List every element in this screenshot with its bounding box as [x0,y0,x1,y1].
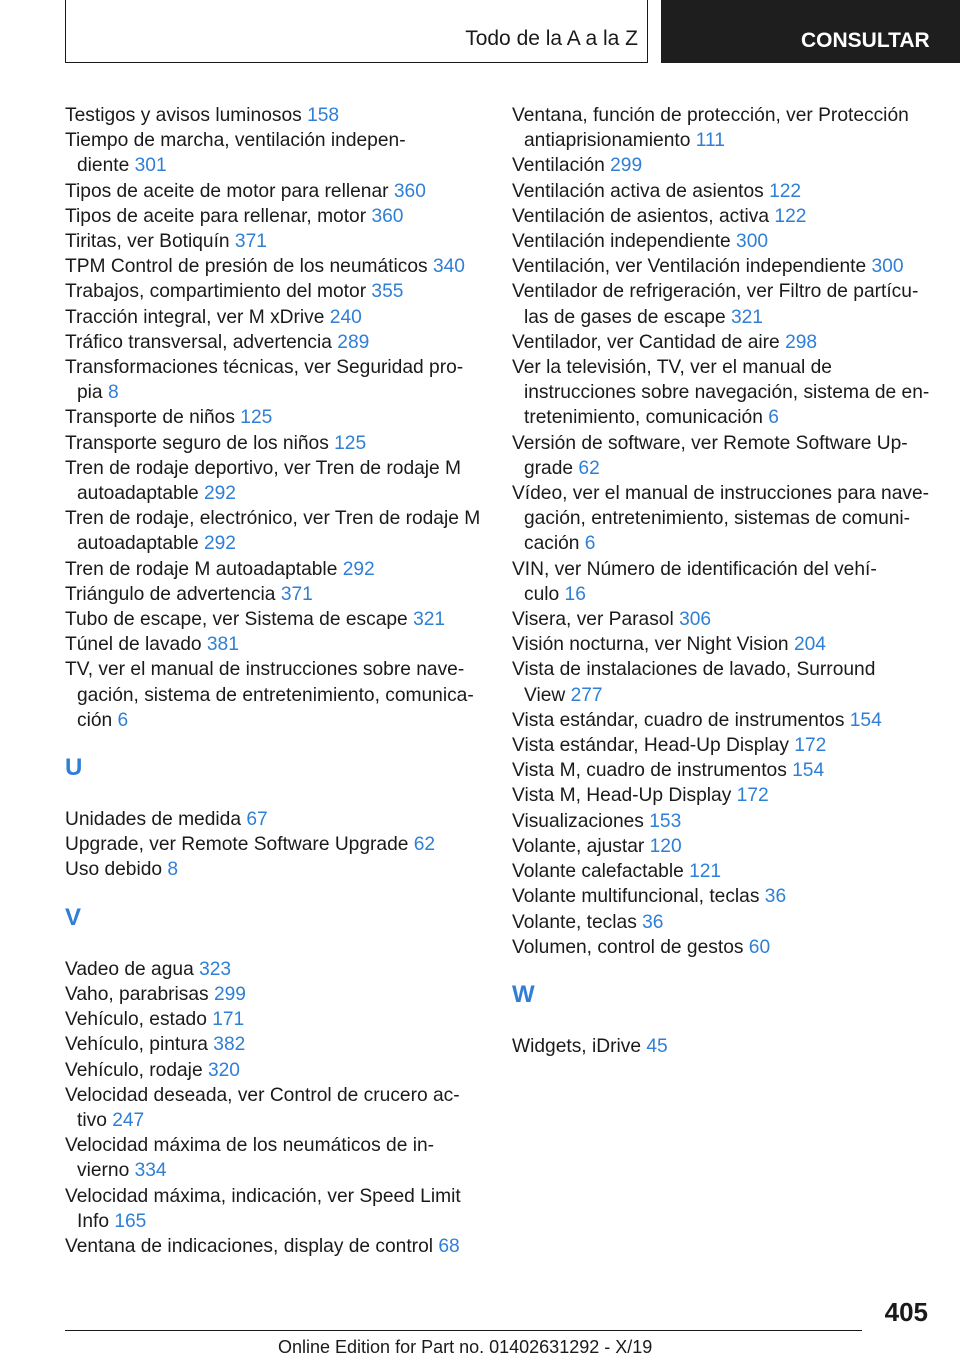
index-entry-text: Vista estándar, cuadro de instrumentos [512,709,850,731]
index-entry-text: Ventana de indicaciones, display de control [65,1235,439,1257]
index-entry [65,1058,485,1083]
page-reference-link[interactable]: 321 [413,609,446,631]
page-reference-link[interactable]: 172 [794,735,827,757]
index-entry [512,229,930,254]
page-reference-link[interactable]: 355 [371,281,404,303]
page-reference-link[interactable]: 8 [167,859,179,881]
index-entry [65,807,485,832]
index-entry-text: Ventilación, ver Ventilación independiente [512,256,872,278]
index-entry-text: Testigos y avisos luminosos [65,105,308,126]
index-entry [512,910,930,935]
index-entry-text: Ventilación independiente [512,231,737,253]
index-entry [512,758,930,783]
page-reference-link[interactable]: 125 [334,432,367,454]
index-entry [65,632,485,657]
index-entry [512,783,930,808]
index-entry [65,179,485,204]
page-reference-link[interactable]: 371 [280,583,313,605]
index-entry [65,279,485,304]
page-reference-link[interactable]: 158 [307,105,340,126]
index-entry-text: Ver la televisión, TV, ver el manual de instrucciones sobre navegación, sistema de en- tretenimiento, comunicación [512,357,930,429]
page-reference-link[interactable]: 122 [769,180,802,202]
page-reference-link[interactable]: 6 [584,533,596,555]
index-entry-text: Transporte seguro de los niños [65,432,335,454]
footer-edition: Online Edition for Part no. 01402631292 - X/19 [278,1337,653,1357]
index-entry [512,557,930,607]
page-reference-link[interactable]: 300 [736,231,769,253]
index-entry-text: TPM Control de presión de los neumáticos [65,256,433,278]
page-reference-link[interactable]: 67 [246,809,268,831]
index-entry [65,229,485,254]
index-entry [65,557,485,582]
page-reference-link[interactable]: 121 [689,861,722,883]
page-reference-link[interactable]: 153 [649,810,682,832]
section-title: Todo de la A a la Z [465,27,638,50]
section-letter: W [512,980,535,1008]
index-entry [512,657,930,707]
index-entry-text: Ventilador de refrigeración, ver Filtro de partícu- las de gases de escape [512,281,919,328]
index-entry [65,128,485,178]
index-entry-text: Tren de rodaje deportivo, ver Tren de rodaje M autoadaptable [65,457,462,505]
index-entry [512,733,930,758]
index-entry [512,204,930,229]
page-reference-link[interactable]: 371 [234,231,267,253]
page-reference-link[interactable]: 45 [646,1035,668,1057]
index-entry [512,632,930,657]
index-entry [65,506,485,556]
index-entry-text: Tiritas, ver Botiquín [65,231,235,253]
index-entry [65,330,485,355]
page-reference-link[interactable]: 381 [206,634,239,656]
page-reference-link[interactable]: 16 [564,583,586,605]
index-entry [512,834,930,859]
page-reference-link[interactable]: 321 [730,306,763,328]
index-entry-text: Tren de rodaje M autoadaptable [65,558,343,580]
index-entry-text: Velocidad deseada, ver Control de crucero ac- tivo [65,1084,460,1131]
page-reference-link[interactable]: 292 [203,533,236,555]
page-reference-link[interactable]: 299 [213,983,246,1005]
page-reference-link[interactable]: 340 [432,256,465,278]
index-entry [65,607,485,632]
page-reference-link[interactable]: 6 [768,407,779,429]
section-letter: U [65,754,83,782]
page-reference-link[interactable]: 298 [785,331,818,353]
index-entry-text: Volante calefactable [512,861,690,883]
index-entry-text: Vista estándar, Head-Up Display [512,735,795,757]
page-reference-link[interactable]: 62 [578,457,600,479]
index-entry [512,179,930,204]
index-entry [65,204,485,229]
index-entry [65,832,485,857]
page-reference-link[interactable]: 247 [112,1109,145,1131]
index-entry [65,431,485,456]
index-entry [65,982,485,1007]
page-reference-link[interactable]: 154 [792,760,825,782]
index-entry-text: Tipos de aceite para rellenar, motor [65,205,372,227]
index-entry [65,1234,485,1259]
index-entry-text: Volumen, control de gestos [512,936,749,958]
page-reference-link[interactable]: 171 [212,1009,245,1031]
page-reference-link[interactable]: 204 [793,634,826,656]
index-entry-text: Velocidad máxima, indicación, ver Speed Limit Info [65,1185,461,1232]
index-entry-text: Tracción integral, ver M xDrive [65,306,330,328]
index-entry-text: Vadeo de agua [65,958,200,980]
page-reference-link[interactable]: 289 [337,331,370,353]
index-entry [65,1032,485,1057]
index-entry-text: Widgets, iDrive [512,1035,647,1057]
index-entry-text: Vehículo, rodaje [65,1059,208,1081]
page-reference-link[interactable]: 111 [695,130,725,152]
index-entry-text: Ventana, función de protección, ver Protección antiaprisionamiento [512,105,909,152]
index-entry-text: Versión de software, ver Remote Software Up- grade [512,432,908,479]
index-entry [512,330,930,355]
page-reference-link[interactable]: 292 [203,483,236,505]
page-reference-link[interactable]: 292 [342,558,375,580]
index-entry [65,355,485,405]
page-number: 405 [884,1297,928,1327]
index-entry-text: Tipos de aceite de motor para rellenar [65,180,394,202]
index-entry [512,279,930,329]
index-entry [65,103,485,128]
index-entry-text: Upgrade, ver Remote Software Upgrade [65,834,414,856]
index-entry [65,857,485,882]
page-reference-link[interactable]: 360 [371,205,404,227]
tab-consultar-label: CONSULTAR [801,29,930,52]
index-entry [65,957,485,982]
index-entry-text: Vista M, cuadro de instrumentos [512,760,793,782]
page-reference-link[interactable]: 172 [736,785,769,807]
footer-divider [65,1330,862,1331]
page-reference-link[interactable]: 125 [240,407,273,429]
index-entry-text: Vaho, parabrisas [65,983,214,1005]
index-entry-text: Vehículo, estado [65,1009,213,1031]
index-entry [512,809,930,834]
page-reference-link[interactable]: 240 [329,306,362,328]
section-letter: V [65,903,82,931]
index-entry-text: Velocidad máxima de los neumáticos de in- vierno [65,1135,435,1182]
index-entry-text: Tubo de escape, ver Sistema de escape [65,609,414,631]
index-entry [65,582,485,607]
index-entry [512,431,930,481]
page-reference-link[interactable]: 360 [393,180,426,202]
index-entry [512,355,930,431]
index-entry-text: Triángulo de advertencia [65,583,281,605]
page-reference-link[interactable]: 277 [570,684,603,706]
index-entry [512,1034,930,1059]
index-entry [512,254,930,279]
index-entry-text: Tren de rodaje, electrónico, ver Tren de rodaje M autoadaptable [65,508,481,555]
page-reference-link[interactable]: 306 [679,609,712,631]
index-entry-text: Transformaciones técnicas, ver Seguridad pro- pia [65,357,464,404]
tab-consultar[interactable] [661,0,960,63]
index-entry-text: TV, ver el manual de instrucciones sobre nave- gación, sistema de entretenimiento, comunica- ción [65,659,474,731]
index-entry [512,935,930,960]
index-entry-text: Ventilación de asientos, activa [512,205,775,227]
page-reference-link[interactable]: 154 [849,709,882,731]
page-reference-link[interactable]: 8 [107,382,119,404]
index-entry-text: Vídeo, ver el manual de instrucciones para nave- gación, entretenimiento, sistemas de comuni- cación [512,483,930,555]
page-reference-link[interactable]: 382 [213,1034,246,1056]
index-entry [512,607,930,632]
index-entry [512,884,930,909]
page-reference-link[interactable]: 36 [642,911,664,933]
index-entry-text: Volante, ajustar [512,835,650,857]
index-entry-text: Visera, ver Parasol [512,609,680,631]
index-entry [512,153,930,178]
page-reference-link[interactable]: 62 [413,834,436,856]
page-reference-link[interactable]: 6 [117,709,129,731]
index-entry [65,657,485,733]
index-entry-text: Vehículo, pintura [65,1034,214,1056]
page-reference-link[interactable]: 68 [438,1235,460,1257]
index-entry [65,305,485,330]
index-entry [512,481,930,557]
page-reference-link[interactable]: 165 [114,1210,147,1232]
page-reference-link[interactable]: 323 [199,958,232,980]
index-entry-text: Uso debido [65,859,168,881]
index-entry-text: Ventilación [512,155,611,177]
page-reference-link[interactable]: 334 [134,1160,167,1182]
index-entry-text: Visualizaciones [512,810,650,832]
index-entry-text: Transporte de niños [65,407,241,429]
index-entry-text: Vista M, Head-Up Display [512,785,737,807]
index-entry-text: Vista de instalaciones de lavado, Surround View [512,659,876,706]
page-reference-link[interactable]: 320 [207,1059,240,1081]
index-entry-text: Tráfico transversal, advertencia [65,331,338,353]
index-entry [65,456,485,506]
index-entry-text: Túnel de lavado [65,634,207,656]
index-entry [65,1007,485,1032]
index-entry [512,103,930,153]
index-entry-text: Visión nocturna, ver Night Vision [512,634,794,656]
index-entry-text: Volante, teclas [512,911,643,933]
index-entry [65,1184,485,1234]
page-reference-link[interactable]: 299 [610,155,643,177]
index-entry [65,405,485,430]
index-entry-text: Ventilador, ver Cantidad de aire [512,331,786,353]
index-entry-text: Trabajos, compartimiento del motor [65,281,372,303]
index-entry [512,859,930,884]
index-entry [65,254,485,279]
index-entry-text: Ventilación activa de asientos [512,180,770,202]
page-reference-link[interactable]: 301 [134,155,167,177]
index-entry [65,1133,485,1183]
index-entry-text: Volante multifuncional, teclas [512,886,765,908]
index-column-right [512,103,930,1059]
page-reference-link[interactable]: 122 [774,205,807,227]
index-column-left [65,103,485,1259]
index-entry-text: Unidades de medida [65,809,247,831]
index-entry [512,708,930,733]
index-entry-text: VIN, ver Número de identificación del vehí- culo [512,558,877,605]
page-reference-link[interactable]: 60 [748,936,771,958]
page-reference-link[interactable]: 300 [871,256,904,278]
page-reference-link[interactable]: 36 [764,886,787,908]
index-entry [65,1083,485,1133]
page-reference-link[interactable]: 120 [649,835,682,857]
index-entry-text: Tiempo de marcha, ventilación indepen- diente [65,130,406,177]
